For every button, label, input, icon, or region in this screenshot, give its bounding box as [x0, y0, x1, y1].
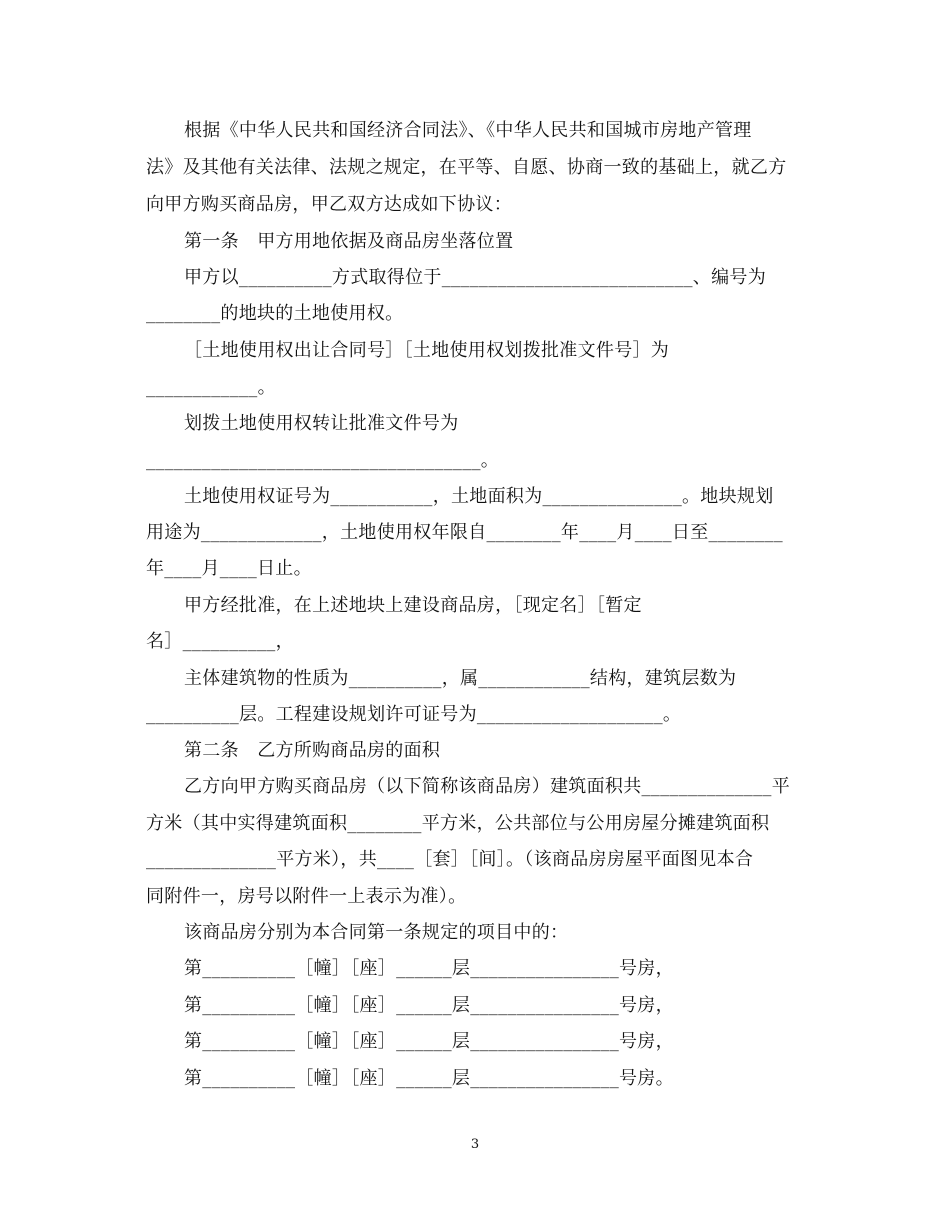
- paragraph-line: ______________平方米），共____［套］［间］。（该商品房房屋平面图见本合: [146, 849, 754, 870]
- room-line: 第__________［幢］［座］______层________________号房。: [184, 1068, 674, 1089]
- paragraph-line: 向甲方购买商品房，甲乙双方达成如下协议：: [146, 194, 512, 215]
- paragraph-line: 乙方向甲方购买商品房（以下简称该商品房）建筑面积共______________平: [184, 776, 790, 797]
- paragraph-line: 用途为_____________，土地使用权年限自________年____月____日至________: [146, 522, 783, 543]
- paragraph-line: 同附件一，房号以附件一上表示为准）。: [146, 886, 467, 907]
- paragraph-line: 该商品房分别为本合同第一条规定的项目中的：: [184, 922, 569, 943]
- room-line: 第__________［幢］［座］______层________________号房，: [184, 958, 674, 979]
- paragraph-line: 土地使用权证号为___________，土地面积为_______________。地块规划: [184, 486, 774, 507]
- paragraph-line: 划拨土地使用权转让批准文件号为: [184, 413, 459, 434]
- room-line: 第__________［幢］［座］______层________________号房，: [184, 995, 674, 1016]
- paragraph-line: 法》及其他有关法律、法规之规定，在平等、自愿、协商一致的基础上，就乙方: [146, 157, 787, 178]
- paragraph-line: 方米（其中实得建筑面积________平方米，公共部位与公用房屋分摊建筑面积: [146, 813, 770, 834]
- paragraph-line: ________的地块的土地使用权。: [146, 303, 404, 324]
- paragraph-line: 主体建筑物的性质为__________，属____________结构，建筑层数为: [184, 668, 737, 689]
- paragraph-line: ［土地使用权出让合同号］［土地使用权划拨批准文件号］为: [184, 340, 670, 361]
- paragraph-line: 名］__________，: [146, 631, 294, 652]
- paragraph-line: ____________。: [146, 377, 276, 398]
- article-heading: 第一条 甲方用地依据及商品房坐落位置: [184, 231, 514, 252]
- paragraph-line: __________层。工程建设规划许可证号为____________________。: [146, 704, 682, 725]
- article-heading: 第二条 乙方所购商品房的面积: [184, 740, 441, 761]
- page-number: 3: [470, 1137, 480, 1152]
- paragraph-line: 根据《中华人民共和国经济合同法》、《中华人民共和国城市房地产管理: [184, 120, 752, 141]
- room-line: 第__________［幢］［座］______层________________号房，: [184, 1031, 674, 1052]
- paragraph-line: 年____月____日止。: [146, 558, 312, 579]
- paragraph-line: 甲方经批准，在上述地块上建设商品房，［现定名］［暂定: [184, 595, 642, 616]
- paragraph-line: ____________________________________。: [146, 450, 500, 471]
- paragraph-line: 甲方以__________方式取得位于___________________________、编号为: [184, 267, 766, 288]
